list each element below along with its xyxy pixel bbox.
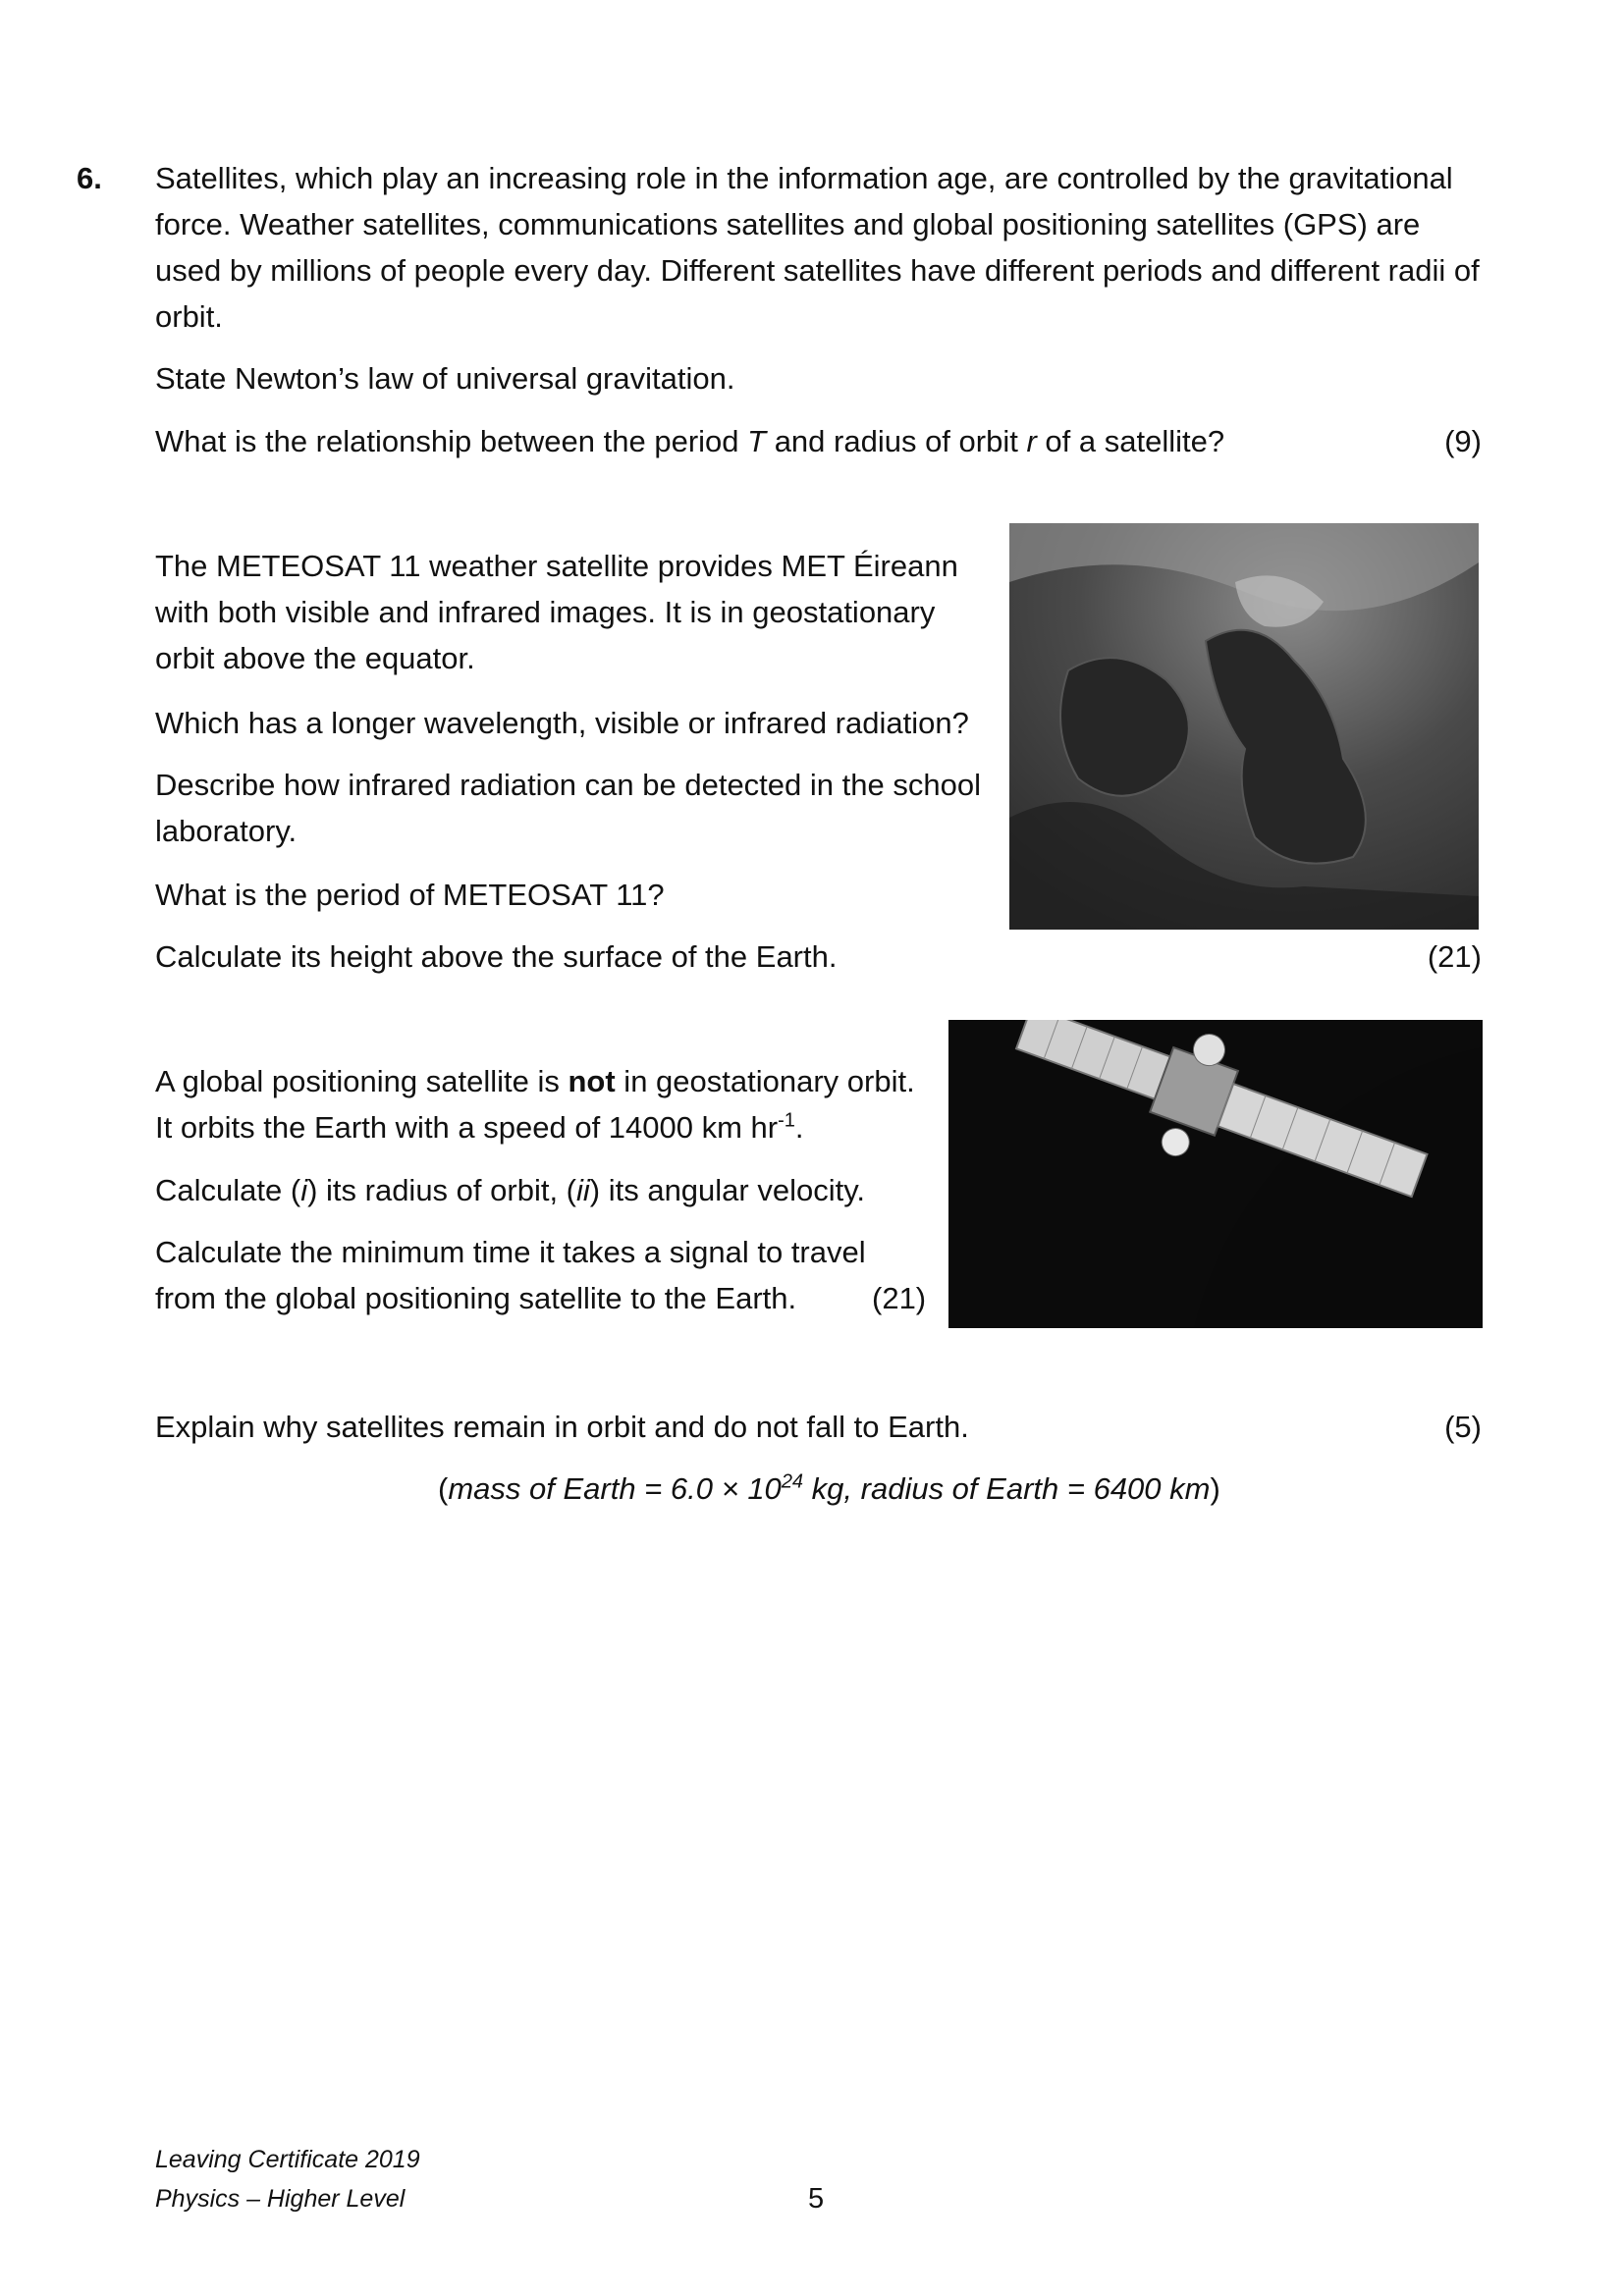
- gps-satellite-image: [948, 1020, 1483, 1328]
- meteosat-period-question: What is the period of METEOSAT 11?: [155, 878, 665, 912]
- gps-text-bold: not: [568, 1064, 616, 1098]
- period-radius-question: [155, 418, 1224, 464]
- calc-label-ii: ii: [576, 1173, 590, 1207]
- question-number: 6.: [77, 161, 102, 195]
- period-symbol-t: T: [747, 424, 767, 458]
- calc-text-c: ) its angular velocity.: [589, 1173, 866, 1207]
- calc-text-a: Calculate (: [155, 1173, 301, 1207]
- footer-subject: Physics – Higher Level: [155, 2185, 406, 2213]
- state-newton-question: State Newton’s law of universal gravitation.: [155, 361, 735, 396]
- data-close-paren: ): [1210, 1471, 1220, 1506]
- earth-radius-text: kg, radius of Earth = 6400 km: [803, 1471, 1211, 1506]
- gps-text-post: in geostationary orbit.: [615, 1064, 915, 1098]
- earth-mass-exponent: 24: [781, 1470, 804, 1493]
- min-time-question-line1: Calculate the minimum time it takes a signal to travel: [155, 1235, 866, 1269]
- calc-label-i: i: [300, 1173, 308, 1207]
- meteosat-height-question: Calculate its height above the surface of the Earth.: [155, 939, 838, 974]
- infrared-detection-question: Describe how infrared radiation can be detected in the school laboratory.: [155, 768, 981, 848]
- marks-part-a: (9): [1444, 424, 1482, 458]
- gps-speed-statement: [155, 1104, 804, 1150]
- weather-satellite-image: [1009, 523, 1479, 930]
- period-question-mid: and radius of orbit: [766, 424, 1027, 458]
- orbit-explanation-question: Explain why satellites remain in orbit and do not fall to Earth.: [155, 1410, 969, 1444]
- marks-part-c: (21): [872, 1281, 927, 1315]
- gps-orbit-statement: [155, 1058, 915, 1104]
- radius-symbol-r: r: [1026, 424, 1037, 458]
- question-intro: Satellites, which play an increasing role in the information age, are controlled by the gravitational force. Weather satellites, communications satellites and global positioning satellites (GPS) are used by millions of people every day. Different satellites have different periods and different radii of orbit.: [155, 161, 1480, 334]
- earth-data-note: [438, 1466, 1220, 1512]
- gps-speed-exponent: -1: [778, 1109, 795, 1132]
- min-time-question-line2: from the global positioning satellite to the Earth.: [155, 1281, 797, 1315]
- marks-part-b: (21): [1427, 939, 1482, 974]
- calc-text-b: ) its radius of orbit, (: [307, 1173, 576, 1207]
- wavelength-question: Which has a longer wavelength, visible or infrared radiation?: [155, 706, 969, 740]
- marks-part-d: (5): [1444, 1410, 1482, 1444]
- period-question-pre: What is the relationship between the period: [155, 424, 748, 458]
- data-open-paren: (: [438, 1471, 449, 1506]
- period-question-post: of a satellite?: [1036, 424, 1225, 458]
- meteosat-description: The METEOSAT 11 weather satellite provides MET Éireann with both visible and infrared images. It is in geostationary orbit above the equator.: [155, 549, 958, 675]
- gps-calculate-question: [155, 1167, 865, 1213]
- page-number: 5: [808, 2183, 825, 2215]
- gps-speed-pre: It orbits the Earth with a speed of 14000 km hr: [155, 1110, 779, 1145]
- gps-text-pre: A global positioning satellite is: [155, 1064, 568, 1098]
- gps-speed-post: .: [794, 1110, 804, 1145]
- footer-exam-title: Leaving Certificate 2019: [155, 2146, 420, 2173]
- earth-mass-text: mass of Earth = 6.0 × 10: [448, 1471, 782, 1506]
